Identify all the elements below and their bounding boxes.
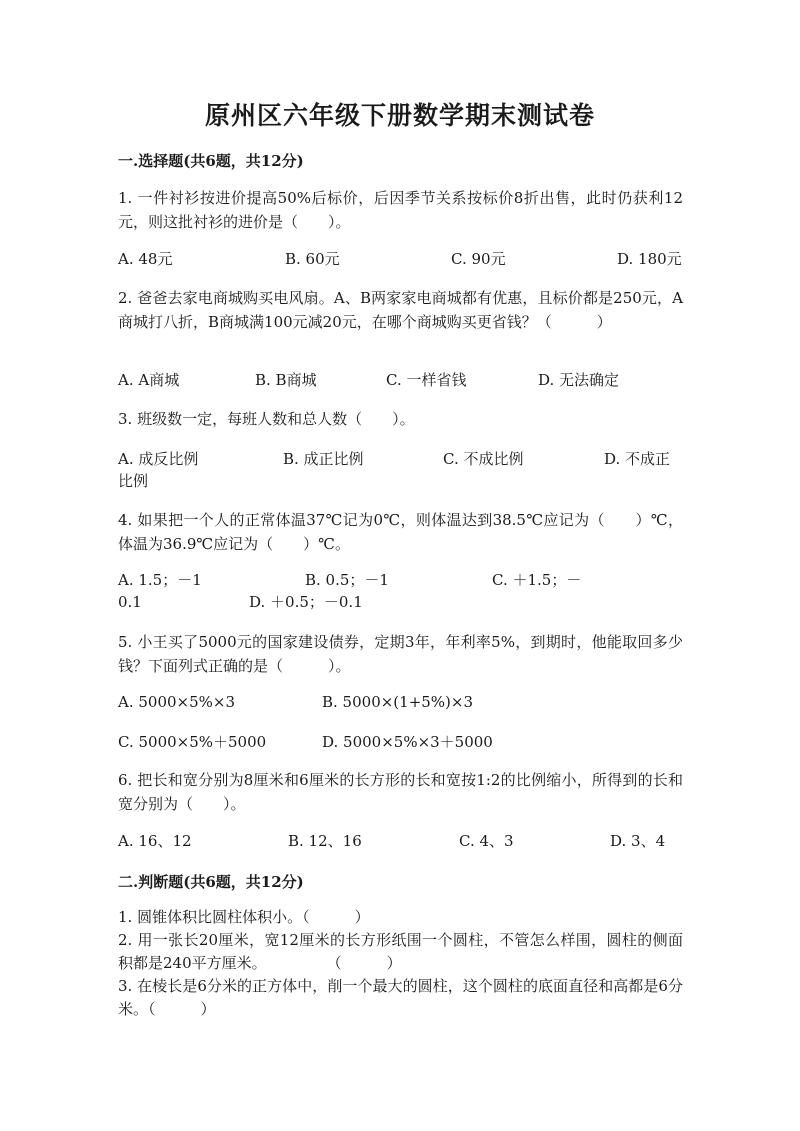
option-a[interactable]: A. 48元	[118, 250, 173, 268]
question-3-stem: 3. 班级数一定，每班人数和总人数（ ）。	[118, 410, 415, 428]
option-c[interactable]: C. 5000×5%＋5000	[118, 733, 267, 751]
question-6-options	[118, 829, 683, 853]
section-heading-judgement: 二.判断题(共6题，共12分)	[118, 873, 304, 891]
page-title: 原州区六年级下册数学期末测试卷	[204, 101, 595, 130]
option-b[interactable]: B. 5000×(1+5%)×3	[322, 693, 474, 711]
option-c[interactable]: C. 4、3	[459, 832, 514, 850]
section-heading-choice: 一.选择题(共6题，共12分)	[118, 152, 304, 170]
option-c[interactable]: C. 不成比例	[443, 450, 524, 468]
option-d[interactable]: D. ＋0.5；－0.1	[249, 593, 363, 611]
option-b[interactable]: B. B商城	[255, 371, 317, 389]
option-b[interactable]: B. 12、16	[288, 832, 362, 850]
option-b[interactable]: B. 成正比例	[283, 450, 364, 468]
option-d-wrap[interactable]: 比例	[118, 472, 149, 490]
option-c[interactable]: C. ＋1.5；－	[492, 571, 582, 589]
question-2-stem: 2. 爸爸去家电商城购买电风扇。A、B两家家电商城都有优惠，且标价都是250元，A商城打八折，B商城满100元减20元，在哪个商城购买更省钱？（ ）	[118, 289, 683, 331]
option-b[interactable]: B. 60元	[285, 250, 340, 268]
option-a[interactable]: A. 成反比例	[118, 450, 199, 468]
question-3-options	[118, 447, 683, 471]
option-d[interactable]: D. 5000×5%×3＋5000	[322, 733, 493, 751]
option-a[interactable]: A. 1.5；－1	[118, 571, 202, 589]
question-5-stem: 5. 小王买了5000元的国家建设债券，定期3年，年利率5%，到期时，他能取回多少钱？下面列式正确的是（ ）。	[118, 633, 683, 675]
option-d[interactable]: D. 不成正	[604, 450, 671, 468]
judgement-item-2: 2. 用一张长20厘米，宽12厘米的长方形纸围一个圆柱，不管怎么样围，圆柱的侧面积都是240平方厘米。 （ ）	[118, 931, 683, 972]
question-1-options	[118, 247, 683, 271]
option-a[interactable]: A. 16、12	[118, 832, 192, 850]
question-5-options-row1	[118, 690, 683, 714]
question-2-options	[118, 368, 683, 392]
option-d[interactable]: D. 180元	[617, 250, 682, 268]
question-6-stem: 6. 把长和宽分别为8厘米和6厘米的长方形的长和宽按1:2的比例缩小，所得到的长和宽分别为（ ）。	[118, 771, 683, 813]
question-1-stem: 1. 一件衬衫按进价提高50%后标价，后因季节关系按标价8折出售，此时仍获利12元，则这批衬衫的进价是（ ）。	[118, 189, 683, 231]
option-d[interactable]: D. 3、4	[610, 832, 666, 850]
judgement-item-3: 3. 在棱长是6分米的正方体中，削一个最大的圆柱，这个圆柱的底面直径和高都是6分米。（ ）	[118, 977, 683, 1018]
question-5-options-row2	[118, 730, 683, 754]
option-c[interactable]: C. 一样省钱	[386, 371, 467, 389]
judgement-item-1: 1. 圆锥体积比圆柱体积小。（ ）	[118, 908, 370, 926]
option-a[interactable]: A. 5000×5%×3	[118, 693, 236, 711]
option-c[interactable]: C. 90元	[451, 250, 506, 268]
option-b[interactable]: B. 0.5；－1	[305, 571, 389, 589]
option-c-wrap[interactable]: 0.1	[118, 593, 142, 611]
question-4-options	[118, 568, 683, 592]
question-4-stem: 4. 如果把一个人的正常体温37℃记为0℃，则体温达到38.5℃应记为（ ）℃，体温为36.9℃应记为（ ）℃。	[118, 511, 683, 553]
option-d[interactable]: D. 无法确定	[538, 371, 620, 389]
option-a[interactable]: A. A商城	[118, 371, 180, 389]
